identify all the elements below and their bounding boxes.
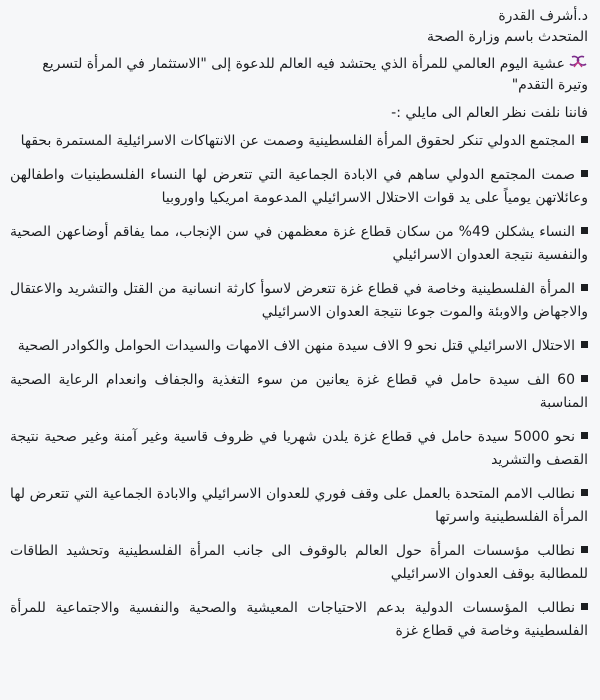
list-item xyxy=(10,335,588,358)
list-item xyxy=(10,369,588,415)
ribbon-icon xyxy=(568,55,588,69)
square-bullet-icon xyxy=(581,546,588,553)
list-item-text: نحو 5000 سيدة حامل في قطاع غزة يلدن شهريا في ظروف قاسية وغير آمنة وغير صحية نتيجة القصف والتشريد xyxy=(10,429,588,468)
list-item xyxy=(10,540,588,586)
list-item xyxy=(10,426,588,472)
square-bullet-icon xyxy=(581,227,588,234)
list-item-text: 60 الف سيدة حامل في قطاع غزة يعانين من سوء التغذية والجفاف وانعدام الرعاية الصحية المناسبة xyxy=(10,372,588,411)
square-bullet-icon xyxy=(581,603,588,610)
list-item-text: صمت المجتمع الدولي ساهم في الابادة الجماعية التي تتعرض لها النساء الفلسطينيات واطفالهن وعائلاتهن يومياً على يد قوات الاحتلال الاسرائيلي المدعومة امريكيا واوروبيا xyxy=(10,167,588,206)
intro-text: عشية اليوم العالمي للمرأة الذي يحتشد فيه العالم للدعوة إلى "الاستثمار في المرأة لتسريع وتيرة التقدم" xyxy=(42,56,588,93)
author-title: المتحدث باسم وزارة الصحة xyxy=(427,29,588,45)
list-item xyxy=(10,483,588,529)
square-bullet-icon xyxy=(581,432,588,439)
list-item xyxy=(10,130,588,153)
list-item-text: نطالب الامم المتحدة بالعمل على وقف فوري للعدوان الاسرائيلي والابادة الجماعية التي تتعرض لها المرأة الفلسطينية واسرتها xyxy=(10,486,588,525)
square-bullet-icon xyxy=(581,489,588,496)
square-bullet-icon xyxy=(581,341,588,348)
square-bullet-icon xyxy=(581,284,588,291)
square-bullet-icon xyxy=(581,136,588,143)
square-bullet-icon xyxy=(581,170,588,177)
lead-line: فاننا نلفت نظر العالم الى مايلي :- xyxy=(391,105,588,121)
list-item-text: النساء يشكلن 49% من سكان قطاع غزة معظمهن في سن الإنجاب، مما يفاقم أوضاعهن الصحية والنفسية نتيجة العدوان الاسرائيلي xyxy=(10,224,588,263)
list-item xyxy=(10,278,588,324)
list-item-text: المجتمع الدولي تنكر لحقوق المرأة الفلسطينية وصمت عن الانتهاكات الاسرائيلية المستمرة بحقها xyxy=(20,133,575,149)
list-item-text: نطالب المؤسسات الدولية بدعم الاحتياجات المعيشية والصحية والنفسية والاجتماعية للمرأة الفلسطينية وخاصة في قطاع غزة xyxy=(10,600,588,639)
list-item xyxy=(10,164,588,210)
intro-paragraph xyxy=(10,54,588,96)
list-item-text: نطالب مؤسسات المرأة حول العالم بالوقوف الى جانب المرأة الفلسطينية وتحشيد الطاقات للمطالبة بوقف العدوان الاسرائيلي xyxy=(10,543,588,582)
list-item-text: المرأة الفلسطينية وخاصة في قطاع غزة تتعرض لاسوأ كارثة انسانية من القتل والتشريد والاعتقال والاجهاض والاوبئة والموت جوعا نتيجة العدوان الاسرائيلي xyxy=(10,281,588,320)
list-item xyxy=(10,221,588,267)
square-bullet-icon xyxy=(581,375,588,382)
list-item xyxy=(10,597,588,643)
author-name: د.أشرف القدرة xyxy=(498,8,588,24)
list-item-text: الاحتلال الاسرائيلي قتل نحو 9 الاف سيدة منهن الاف الامهات والسيدات الحوامل والكوادر الصحية xyxy=(17,338,575,354)
demands-list xyxy=(10,130,588,643)
